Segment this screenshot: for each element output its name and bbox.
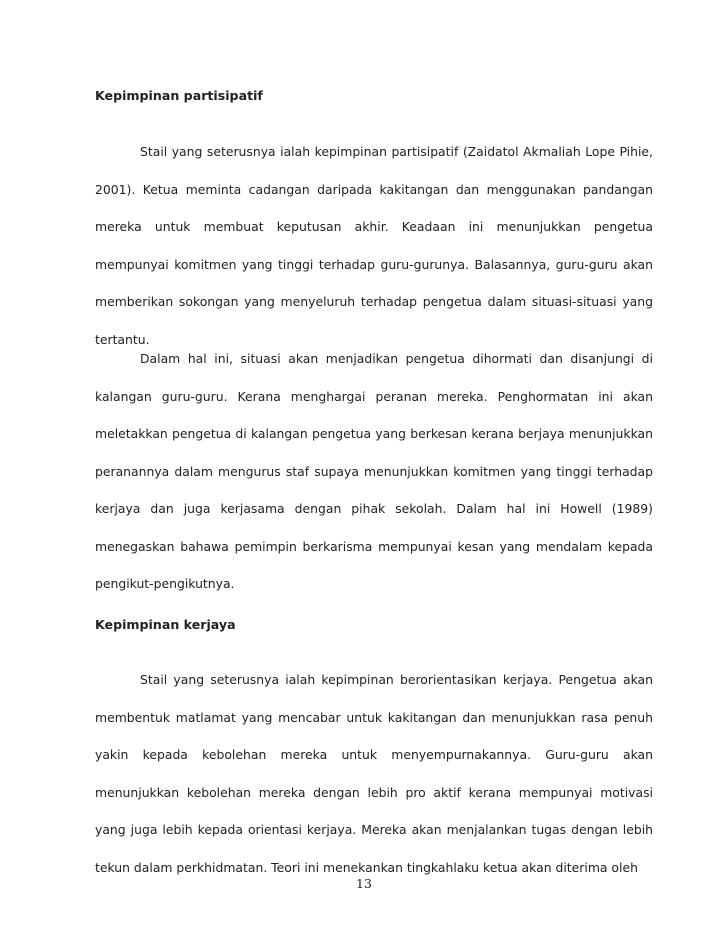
paragraph-partisipatif-1: Stail yang seterusnya ialah kepimpinan partisipatif (Zaidatol Akmaliah Lope Pihie, 2001). Ketua meminta cadangan daripada kakitangan dan menggunakan pandangan mereka untuk membuat keputusan akhir. Keadaan ini menunjukkan pengetua mempunyai komitmen yang tinggi terhadap guru-gurunya. Balasannya, guru-guru akan memberikan sokongan yang menyeluruh terhadap pengetua dalam situasi-situasi yang tertantu. xyxy=(95,144,653,347)
section-heading-kerjaya: Kepimpinan kerjaya xyxy=(95,617,236,632)
paragraph-kerjaya-1: Stail yang seterusnya ialah kepimpinan berorientasikan kerjaya. Pengetua akan membentuk matlamat yang mencabar untuk kakitangan dan menunjukkan rasa penuh yakin kepada kebolehan mereka untuk menyempurnakannya. Guru-guru akan menunjukkan kebolehan mereka dengan lebih pro aktif kerana mempunyai motivasi yang juga lebih kepada orientasi kerjaya. Mereka akan menjalankan tugas dengan lebih tekun dalam perkhidmatan. Teori ini menekankan tingkahlaku ketua akan diterima oleh xyxy=(95,672,653,875)
paragraph-partisipatif-2: Dalam hal ini, situasi akan menjadikan pengetua dihormati dan disanjungi di kalangan guru-guru. Kerana menghargai peranan mereka. Penghormatan ini akan meletakkan pengetua di kalangan pengetua yang berkesan kerana berjaya menunjukkan peranannya dalam mengurus staf supaya menunjukkan komitmen yang tinggi terhadap kerjaya dan juga kerjasama dengan pihak sekolah. Dalam hal ini Howell (1989) menegaskan bahawa pemimpin berkarisma mempunyai kesan yang mendalam kepada pengikut-pengikutnya. xyxy=(95,351,653,591)
section-heading-partisipatif: Kepimpinan partisipatif xyxy=(95,88,263,103)
page-number: 13 xyxy=(356,876,372,891)
